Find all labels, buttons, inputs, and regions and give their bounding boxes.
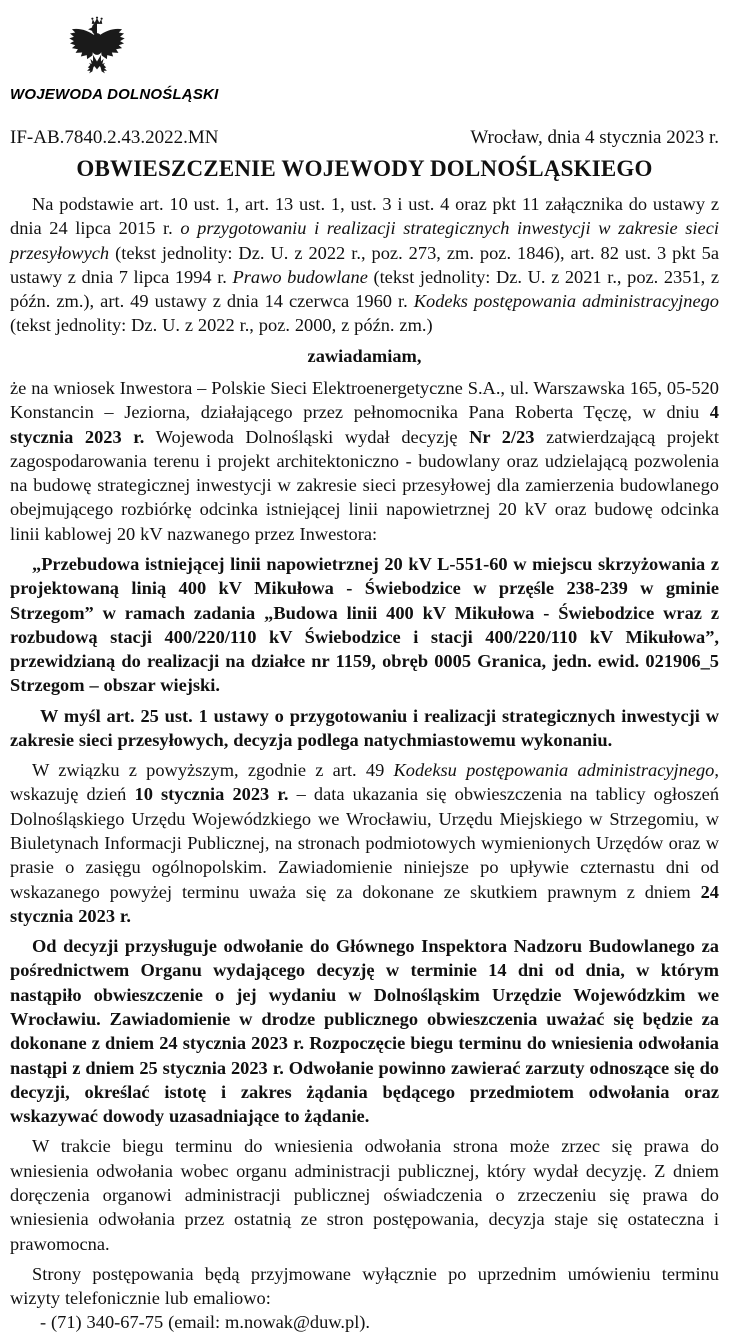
paragraph-project-name: „Przebudowa istniejącej linii napowietrznej 20 kV L-551-60 w miejscu skrzyżowania z projektowaną linią 400 kV Mikułowa - Świebodzice w przęśle 238-239 w gminie Strzegom” w ramach zadania „Budowa linii 400 kV Mikułowa - Świebodzice wraz z rozbudową stacji 400/220/110 kV Świebodzice i stacji 400/220/110 kV Mikułowa”, przewidzianą do realizacji na działce nr 1159, obręb 0005 Granica, jedn. ewid. 021906_5 Strzegom – obszar wiejski. — [10, 553, 719, 696]
office-name: WOJEWODA DOLNOŚLĄSKI — [10, 86, 219, 103]
paragraph-visits: Strony postępowania będą przyjmowane wyłącznie po uprzednim umówieniu terminu wizyty telefonicznie lub emaliowo: — [10, 1263, 719, 1309]
place-and-date: Wrocław, dnia 4 stycznia 2023 r. — [470, 127, 719, 148]
reference-number: IF-AB.7840.2.43.2022.MN — [10, 127, 219, 148]
reference-row — [10, 127, 719, 149]
paragraph-decision: że na wniosek Inwestora – Polskie Sieci Elektroenergetyczne S.A., ul. Warszawska 165, 05-520 Konstancin – Jeziorna, działającego przez pełnomocnika Pana Roberta Tęczę, w dniu 4 stycznia 2023 r. Wojewoda Dolnośląski wydał decyzję Nr 2/23 zatwierdzającą projekt zagospodarowania terenu i projekt architektoniczno - budowlany oraz udzielającą pozwolenia na budowę strategicznej inwestycji w zakresie sieci przesyłowej dla zamierzenia budowlanego obejmującego rozbiórkę odcinka istniejącej linii napowietrznej 20 kV oraz budowę odcinka linii kablowej 20 kV nazwanego przez Inwestora: — [10, 377, 719, 544]
paragraph-waiver: W trakcie biegu terminu do wniesienia odwołania strona może zrzec się prawa do wniesienia odwołania wobec organu administracji publicznej, który wydał decyzję. Z dniem doręczenia organowi administracji publicznej oświadczenia o zrzeczeniu się prawa do wniesienia odwołania przez ostatnią ze stron postępowania, decyzja staje się ostateczna i prawomocna. — [10, 1136, 719, 1254]
paragraph-contact: - (71) 340-67-75 (email: m.nowak@duw.pl). — [40, 1312, 371, 1333]
paragraph-immediate-execution: W myśl art. 25 ust. 1 ustawy o przygotowaniu i realizacji strategicznych inwestycji w zakresie sieci przesyłowych, decyzja podlega natychmiastowemu wykonaniu. — [10, 705, 719, 750]
notice-keyword: zawiadamiam, — [307, 345, 422, 366]
paragraph-legal-basis: Na podstawie art. 10 ust. 1, art. 13 ust. 1, ust. 3 i ust. 4 oraz pkt 11 załącznika do ustawy z dnia 24 lipca 2015 r. o przygotowaniu i realizacji strategicznych inwestycji w zakresie sieci przesyłowych (tekst jednolity: Dz. U. z 2022 r., poz. 273, zm. poz. 1846), art. 82 ust. 3 pkt 5a ustawy z dnia 7 lipca 1994 r. Prawo budowlane (tekst jednolity: Dz. U. z 2021 r., poz. 2351, z późn. zm.), art. 49 ustawy z dnia 14 czerwca 1960 r. Kodeks postępowania administracyjnego (tekst jednolity: Dz. U. z 2022 r., poz. 2000, z późn. zm.) — [10, 194, 720, 336]
polish-eagle-emblem — [64, 16, 130, 78]
document-title: OBWIESZCZENIE WOJEWODY DOLNOŚLĄSKIEGO — [76, 156, 653, 181]
paragraph-notice-dates: W związku z powyższym, zgodnie z art. 49 Kodeksu postępowania administracyjnego, wskazuję dzień 10 stycznia 2023 r. – data ukazania się obwieszczenia na tablicy ogłoszeń Dolnośląskiego Urzędu Wojewódzkiego we Wrocławiu, Urzędu Miejskiego w Strzegomiu, w Biuletynach Informacji Publicznej, na stronach podmiotowych wymienionych Urzędów oraz w prasie o zasięgu ogólnopolskim. Zawiadomienie niniejsze po upływie czternastu dni od wskazanego powyżej terminu uważa się za dokonane ze skutkiem prawnym z dniem 24 stycznia 2023 r. — [10, 760, 720, 926]
paragraph-appeal: Od decyzji przysługuje odwołanie do Głównego Inspektora Nadzoru Budowlanego za pośrednictwem Organu wydającego decyzję w terminie 14 dni od dnia, w którym nastąpiło obwieszczenie o jej wydaniu w Dolnośląskim Urzędzie Wojewódzkim we Wrocławiu. Zawiadomienie w drodze publicznego obwieszczenia uważać się będzie za dokonane z dniem 24 stycznia 2023 r. Rozpoczęcie biegu terminu do wniesienia odwołania nastąpi z dniem 25 stycznia 2023 r. Odwołanie powinno zawierać zarzuty odnoszące się do decyzji, określać istotę i zakres żądania będącego przedmiotem odwołania oraz wskazywać dowody uzasadniające to żądanie. — [10, 936, 719, 1127]
